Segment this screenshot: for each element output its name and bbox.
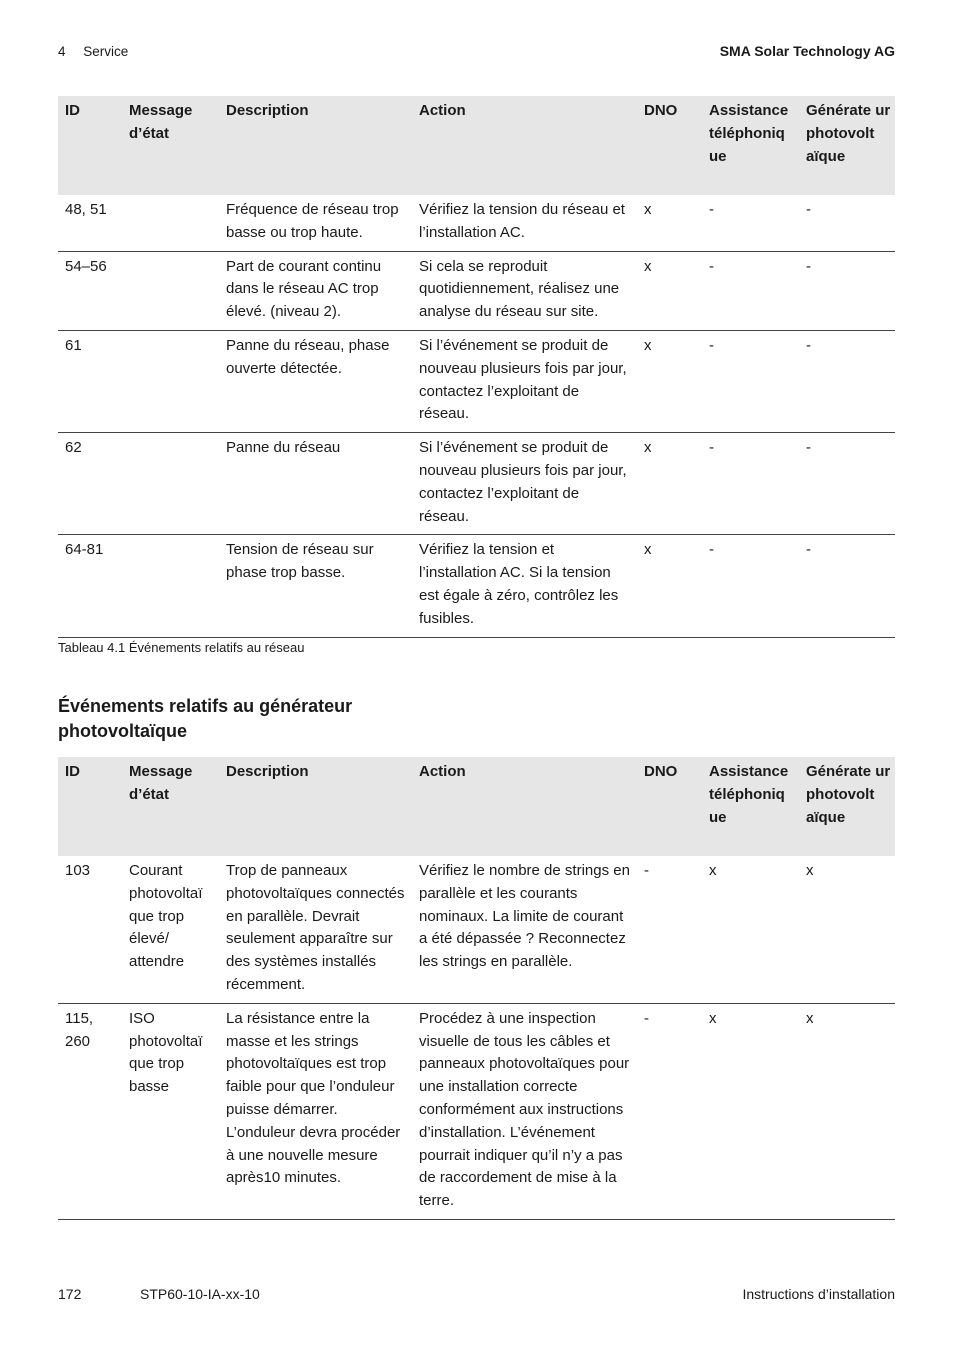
cell-action: Si l’événement se produit de nouveau plusieurs fois par jour, contactez l’exploitant de réseau.: [412, 433, 637, 535]
cell-pv-generator: x: [799, 856, 895, 1003]
chapter-title: Service: [83, 44, 129, 59]
cell-message: Courant photovoltaï que trop élevé/ attendre: [122, 856, 219, 1003]
cell-message: [122, 195, 219, 251]
cell-pv-generator: -: [799, 433, 895, 535]
cell-message: ISO photovoltaï que trop basse: [122, 1003, 219, 1219]
cell-description: Part de courant continu dans le réseau AC trop élevé. (niveau 2).: [219, 251, 412, 330]
chapter-number: 4: [58, 44, 66, 59]
table-header-row: [58, 96, 895, 195]
cell-phone-support: -: [702, 433, 799, 535]
cell-id: 61: [58, 330, 122, 432]
col-header-pv-generator: Générate ur photovolt aïque: [799, 96, 895, 195]
table-row: [58, 1003, 895, 1219]
cell-dno: x: [637, 251, 702, 330]
cell-action: Vérifiez le nombre de strings en parallèle et les courants nominaux. La limite de courant a été dépassée ? Reconnectez les strings en parallèle.: [412, 856, 637, 1003]
col-header-action: Action: [412, 96, 637, 195]
cell-pv-generator: -: [799, 535, 895, 637]
cell-message: [122, 535, 219, 637]
cell-phone-support: -: [702, 330, 799, 432]
page-number: 172: [58, 1286, 82, 1302]
running-header-chapter: [58, 44, 128, 59]
cell-phone-support: -: [702, 535, 799, 637]
cell-phone-support: x: [702, 1003, 799, 1219]
cell-dno: x: [637, 195, 702, 251]
cell-id: 64-81: [58, 535, 122, 637]
cell-pv-generator: -: [799, 330, 895, 432]
col-header-phone-support: Assistance téléphoniq ue: [702, 96, 799, 195]
table-row: [58, 856, 895, 1003]
pv-generator-events-table: [58, 757, 895, 1220]
cell-pv-generator: x: [799, 1003, 895, 1219]
document-type: Instructions d’installation: [742, 1286, 895, 1302]
company-name: SMA Solar Technology AG: [719, 43, 895, 59]
cell-message: [122, 433, 219, 535]
cell-dno: -: [637, 1003, 702, 1219]
cell-phone-support: x: [702, 856, 799, 1003]
cell-pv-generator: -: [799, 195, 895, 251]
section-title: Événements relatifs au générateur photovoltaïque: [58, 696, 353, 741]
cell-action: Si cela se reproduit quotidiennement, réalisez une analyse du réseau sur site.: [412, 251, 637, 330]
col-header-id: ID: [58, 757, 122, 856]
cell-description: La résistance entre la masse et les strings photovoltaïques est trop faible pour que l’onduleur puisse démarrer. L’onduleur devra procéder à une nouvelle mesure après10 minutes.: [219, 1003, 412, 1219]
document-code: STP60-10-IA-xx-10: [140, 1286, 260, 1302]
col-header-message: Message d’état: [122, 96, 219, 195]
cell-phone-support: -: [702, 195, 799, 251]
table-caption: Tableau 4.1 Événements relatifs au réseau: [58, 640, 305, 655]
table-row: [58, 535, 895, 637]
cell-id: 115, 260: [58, 1003, 122, 1219]
col-header-description: Description: [219, 757, 412, 856]
table-row: [58, 330, 895, 432]
col-header-action: Action: [412, 757, 637, 856]
col-header-phone-support: Assistance téléphoniq ue: [702, 757, 799, 856]
cell-action: Vérifiez la tension du réseau et l’installation AC.: [412, 195, 637, 251]
cell-description: Panne du réseau, phase ouverte détectée.: [219, 330, 412, 432]
table-row: [58, 195, 895, 251]
table-header-row: [58, 757, 895, 856]
cell-message: [122, 251, 219, 330]
cell-description: Fréquence de réseau trop basse ou trop haute.: [219, 195, 412, 251]
cell-dno: x: [637, 535, 702, 637]
cell-action: Procédez à une inspection visuelle de tous les câbles et panneaux photovoltaïques pour une installation correcte conformément aux instructions d’installation. L’événement pourrait indiquer qu’il n’y a pas de raccordement de mise à la terre.: [412, 1003, 637, 1219]
cell-description: Trop de panneaux photovoltaïques connectés en parallèle. Devrait seulement apparaître sur des systèmes installés récemment.: [219, 856, 412, 1003]
cell-pv-generator: -: [799, 251, 895, 330]
cell-description: Panne du réseau: [219, 433, 412, 535]
col-header-dno: DNO: [637, 96, 702, 195]
cell-message: [122, 330, 219, 432]
table-row: [58, 433, 895, 535]
cell-id: 54–56: [58, 251, 122, 330]
table-row: [58, 251, 895, 330]
col-header-description: Description: [219, 96, 412, 195]
cell-dno: x: [637, 330, 702, 432]
cell-dno: x: [637, 433, 702, 535]
cell-dno: -: [637, 856, 702, 1003]
cell-id: 48, 51: [58, 195, 122, 251]
cell-action: Si l’événement se produit de nouveau plusieurs fois par jour, contactez l’exploitant de réseau.: [412, 330, 637, 432]
cell-description: Tension de réseau sur phase trop basse.: [219, 535, 412, 637]
col-header-id: ID: [58, 96, 122, 195]
col-header-pv-generator: Générate ur photovolt aïque: [799, 757, 895, 856]
cell-id: 62: [58, 433, 122, 535]
col-header-dno: DNO: [637, 757, 702, 856]
cell-phone-support: -: [702, 251, 799, 330]
grid-events-table: [58, 96, 895, 638]
cell-action: Vérifiez la tension et l’installation AC. Si la tension est égale à zéro, contrôlez les fusibles.: [412, 535, 637, 637]
col-header-message: Message d’état: [122, 757, 219, 856]
cell-id: 103: [58, 856, 122, 1003]
